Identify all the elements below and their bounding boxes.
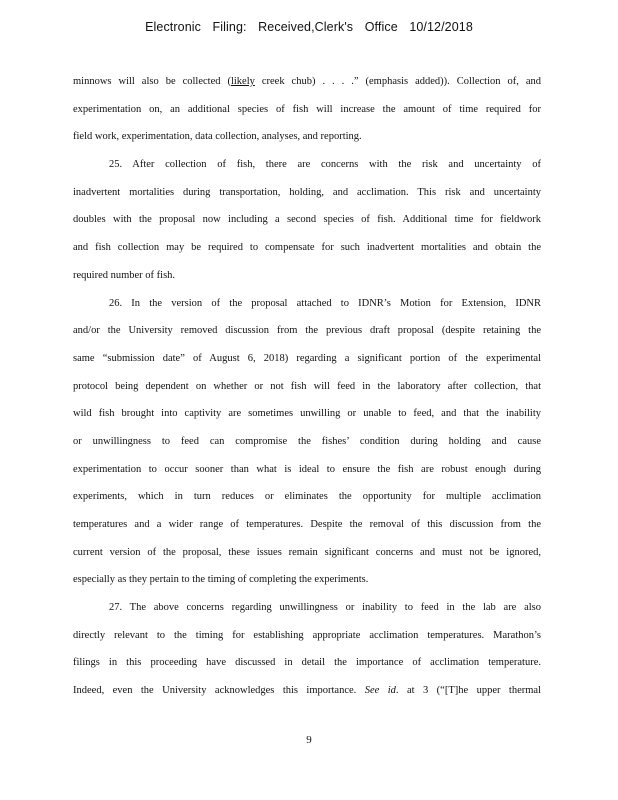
text-line: field work, experimentation, data collection, analyses, and reporting. — [73, 131, 362, 143]
text-line: temperatures and a wider range of temperatures. Despite the removal of this discussion from the — [73, 519, 541, 530]
text-line: 25. After collection of fish, there are concerns with the risk and uncertainty of — [109, 159, 541, 171]
text-line: required number of fish. — [73, 269, 176, 281]
paragraph-27 — [73, 594, 541, 705]
text-line: minnows will also be collected (likely creek chub) . . . .” (emphasis added)). Collection of, and — [73, 76, 541, 87]
text-line: 26. In the version of the proposal attached to IDNR’s Motion for Extension, IDNR — [109, 297, 541, 309]
text-line: experimentation to occur sooner than what is ideal to ensure the fish are robust enough during — [73, 463, 541, 475]
text-line: and fish collection may be required to compensate for such inadvertent mortalities and obtain the — [73, 242, 541, 254]
text-line: protocol being dependent on whether or not fish will feed in the laboratory after collection, that — [73, 380, 541, 392]
filing-stamp-header: Electronic Filing: Received,Clerk's Office 10/12/2018 — [145, 20, 473, 34]
document-body — [73, 68, 541, 705]
text-line: 27. The above concerns regarding unwillingness or inability to feed in the lab are also — [109, 602, 541, 614]
citation-signal: See id — [364, 685, 396, 697]
text-line: current version of the proposal, these issues remain significant concerns and must not be ignored, — [73, 546, 541, 558]
text-line: or unwillingness to feed can compromise the fishes’ condition during holding and cause — [73, 435, 541, 447]
text-line: Indeed, even the University acknowledges this importance. See id. at 3 (“[T]he upper thermal — [73, 685, 542, 697]
paragraph-continuation — [73, 68, 541, 151]
text-line: especially as they pertain to the timing of completing the experiments. — [73, 574, 369, 586]
text-line: filings in this proceeding have discussed in detail the importance of acclimation temperature. — [73, 657, 541, 669]
text-line: doubles with the proposal now including a second species of fish. Additional time for fieldwork — [73, 214, 541, 226]
text-line: wild fish brought into captivity are sometimes unwilling or unable to feed, and that the inability — [73, 408, 541, 420]
text-line: same “submission date” of August 6, 2018) regarding a significant portion of the experimental — [73, 352, 541, 364]
underlined-word: likely — [230, 76, 255, 87]
text-line: and/or the University removed discussion from the previous draft proposal (despite retaining the — [73, 325, 541, 337]
text-line: experimentation on, an additional species of fish will increase the amount of time required for — [73, 103, 541, 115]
paragraph-26 — [73, 290, 541, 595]
text-line: directly relevant to the timing for establishing appropriate acclimation temperatures. Marathon’s — [73, 629, 541, 641]
paragraph-25 — [73, 151, 541, 289]
page-number: 9 — [306, 734, 312, 746]
text-line: experiments, which in turn reduces or eliminates the opportunity for multiple acclimation — [73, 491, 541, 503]
text-line: inadvertent mortalities during transportation, holding, and acclimation. This risk and uncertainty — [73, 186, 541, 198]
